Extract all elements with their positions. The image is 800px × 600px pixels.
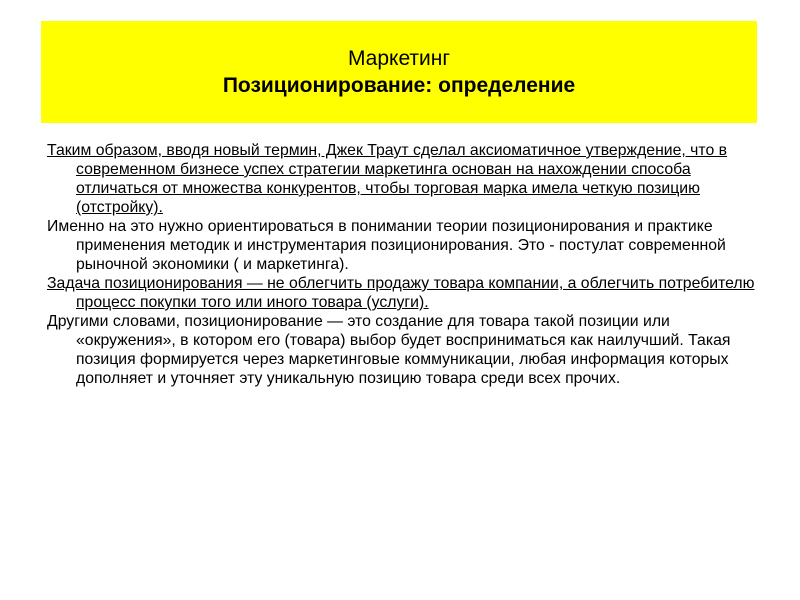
slide-body xyxy=(47,141,757,388)
slide-subtitle: Позиционирование: определение xyxy=(222,74,576,97)
paragraph-trout-statement: Таким образом, вводя новый термин, Джек Траут сделал аксиоматичное утверждение, что в современном бизнесе успех стратегии маркетинга основан на нахождении способа отличаться от множества конкурентов, чтобы торговая марка имела четкую позицию (отстройку). xyxy=(47,142,728,216)
slide-title: Маркетинг xyxy=(347,47,451,70)
paragraph-orientation: Именно на это нужно ориентироваться в понимании теории позиционирования и практике применения методик и инструментария позиционирования. Это - постулат современной рыночной экономики ( и маркетинга). xyxy=(47,218,726,273)
paragraph-positioning-definition: Другими словами, позиционирование — это создание для товара такой позиции или «окружения», в котором его (товара) выбор будет восприниматься как наилучший. Такая позиция формируется через маркетинговые коммуникации, любая информация которых дополняет и уточняет эту уникальную позицию товара среди всех прочих. xyxy=(47,313,731,387)
paragraph-positioning-task: Задача позиционирования — не облегчить продажу товара компании, а облегчить потребителю процесс покупки того или иного товара (услуги). xyxy=(47,275,755,311)
title-banner xyxy=(41,21,757,123)
